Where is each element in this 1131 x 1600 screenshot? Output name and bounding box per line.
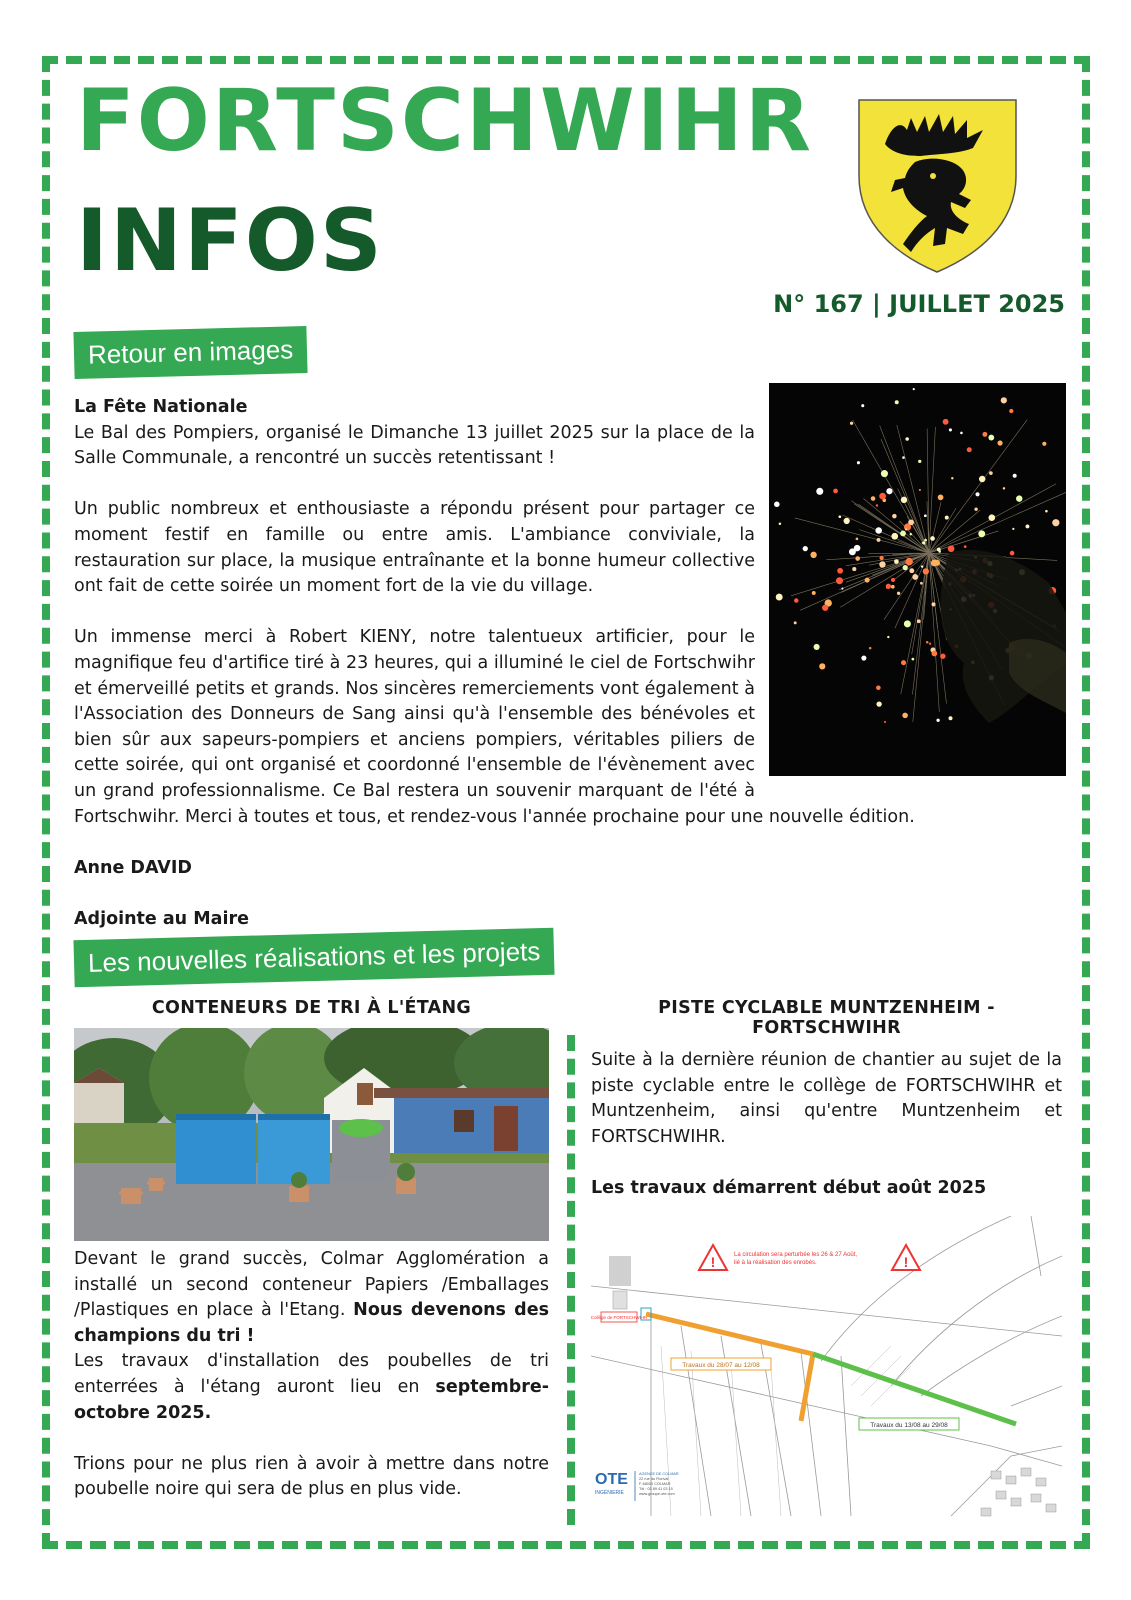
spark (979, 476, 985, 482)
spark (876, 504, 878, 506)
spark (1009, 409, 1013, 413)
spark (895, 400, 899, 404)
article-fete-nationale (74, 395, 1066, 958)
spark (836, 577, 843, 584)
spark (884, 721, 886, 723)
spark (918, 460, 921, 463)
spark (909, 568, 914, 573)
spark (902, 456, 905, 459)
spark (902, 713, 908, 719)
svg-text:!: ! (903, 1253, 909, 1270)
spark (850, 422, 853, 425)
spark (930, 536, 935, 541)
fireworks-photo (769, 383, 1066, 776)
spark (910, 533, 912, 535)
agency-line-2: 22 rue du Florival (639, 1476, 669, 1481)
spark (1001, 397, 1007, 403)
spark (838, 515, 841, 518)
spark (857, 461, 860, 464)
spark (854, 545, 860, 551)
spark (926, 641, 929, 644)
spark (951, 477, 953, 479)
recycling-containers-photo (74, 1028, 549, 1241)
spark (929, 642, 931, 644)
spark (901, 497, 907, 503)
section-banner-projets: Les nouvelles réalisations et les projets (73, 928, 554, 988)
spark (1042, 442, 1046, 446)
ote-logo: OTE (595, 1470, 628, 1488)
spark (812, 591, 816, 595)
spark (960, 432, 963, 435)
spark (776, 594, 783, 601)
article-subheading: La Fête Nationale (74, 397, 248, 417)
spark (931, 602, 935, 606)
spark (1045, 510, 1048, 513)
signature-role: Adjointe au Maire (74, 908, 249, 929)
spark (837, 568, 843, 574)
map-small-label: Collège de FORTSCHWIHR (591, 1314, 648, 1320)
piste-text-1: Suite à la dernière réunion de chantier au sujet de la piste cyclable entre le collège de FORTSCHWIHR et Muntzenheim, ainsi qu'entre Muntzenheim et FORTSCHWIHR. (591, 1050, 1062, 1147)
spark (892, 514, 896, 518)
column-conteneurs (74, 998, 549, 1503)
issue-number: N° 167 | JUILLET 2025 (773, 290, 1065, 318)
spark (891, 585, 895, 589)
spark (861, 655, 866, 660)
spark (774, 501, 780, 507)
spark (803, 546, 808, 551)
spark (886, 584, 891, 589)
spark (897, 592, 900, 595)
svg-text:!: ! (710, 1253, 716, 1270)
spark (945, 516, 949, 520)
spark (1003, 487, 1005, 489)
spark (816, 488, 823, 495)
spark (931, 651, 937, 657)
conteneurs-heading: CONTENEURS DE TRI À L'ÉTANG (151, 998, 472, 1018)
spark (887, 636, 889, 638)
spark (967, 447, 972, 452)
spark (905, 558, 912, 565)
spark (938, 550, 941, 553)
spark (856, 537, 859, 540)
article-paragraph-1: Le Bal des Pompiers, organisé le Dimanche 13 juillet 2025 sur la place de la Salle Communale, a rencontré un succès retentissant ! (74, 422, 755, 469)
masthead-title: FORTSCHWIHR (76, 71, 813, 171)
spark (997, 440, 1002, 445)
spark (833, 489, 838, 494)
spark (917, 619, 921, 623)
spark (936, 719, 939, 722)
spark (819, 663, 825, 669)
spark (881, 470, 888, 477)
conteneurs-text-2 (74, 1349, 549, 1426)
spark (875, 527, 882, 534)
spark (871, 496, 876, 501)
spark (919, 489, 921, 491)
spark (989, 471, 993, 475)
conteneurs-text-1 (74, 1247, 549, 1349)
spark (921, 565, 923, 567)
spark (924, 539, 927, 542)
article-paragraph-3: Un immense merci à Robert KIENY, notre talentueux artificier, pour le magnifique feu d'artifice tiré à 23 heures, qui a illuminé le ciel de Fortschwihr et émerveillé petits et grands. Nos sincères remerciements vont également à l'Association des Donneurs de Sang ainsi qu'à l'ensemble des bénévoles et bien sûr aux sapeurs-pompiers et anciens pompiers, véritables piliers de cette soirée, qui ont organisé et coordonné l'ensemble de l'évènement avec un grand professionnalisme. Ce Bal restera un souvenir marquant de l'été à Fortschwihr. Merci à toutes et tous, et rendez-vous l'année prochaine pour une nouvelle édition. (74, 627, 915, 827)
spark (855, 556, 860, 561)
conteneurs-text-1-bold: Nous devenons des champions du tri ! (74, 1300, 549, 1346)
spark (943, 419, 949, 425)
spark (794, 598, 798, 602)
spark (912, 658, 915, 661)
piste-heading: PISTE CYCLABLE MUNTZENHEIM - FORTSCHWIHR (658, 998, 995, 1038)
spark (912, 574, 918, 580)
spark (905, 437, 909, 441)
spark (900, 530, 906, 536)
spark (904, 620, 911, 627)
spark (894, 559, 899, 564)
spark (949, 428, 952, 431)
article-paragraph-2: Un public nombreux et enthousiaste a répondu présent pour partager ce moment festif en famille ou entre amis. L'ambiance conviviale, la restauration sur place, la musique entraînante et la bonne humeur collective ont fait de cette soirée un moment fort de la vie du village. (74, 499, 755, 597)
cycle-path-map (591, 1216, 1062, 1526)
map-notice-line1: La circulation sera perturbée les 26 & 27 Août, (734, 1251, 858, 1258)
spark (1026, 524, 1030, 528)
spark (1052, 519, 1059, 526)
map-works-label-2: Travaux du 13/08 au 29/08 (870, 1421, 948, 1429)
spark (779, 522, 782, 525)
spark (988, 435, 994, 441)
spark (861, 404, 864, 407)
agency-line-4: Tél : 03 89 41 03 15 (639, 1486, 673, 1491)
piste-text-2: Les travaux démarrent début août 2025 (591, 1177, 987, 1198)
spark (886, 488, 892, 494)
conteneurs-text-2-a: Les travaux d'installation des poubelles de tri enterrées à l'étang auront lieu en (74, 1351, 549, 1397)
spark (1013, 474, 1017, 478)
spark (922, 541, 925, 544)
spark (794, 621, 797, 624)
spark (988, 514, 995, 521)
agency-line-5: www.groupe-ote.com (639, 1491, 675, 1496)
section-banner-retour: Retour en images (73, 326, 307, 379)
spark (814, 644, 820, 650)
spark (1016, 495, 1022, 501)
map-notice-line2: lié à la réalisation des enrobés. (734, 1259, 817, 1266)
spark (879, 493, 886, 500)
spark (903, 565, 908, 570)
spark (876, 685, 881, 690)
fireworks-image (769, 383, 1066, 776)
spark (982, 432, 987, 437)
spark (877, 538, 881, 542)
spark (844, 518, 850, 524)
spark (974, 508, 977, 511)
spark (810, 552, 816, 558)
spark (920, 582, 923, 585)
spark (879, 561, 885, 567)
spark (948, 545, 955, 552)
spark (865, 578, 870, 583)
spark (975, 492, 979, 496)
agency-line-1: AGENCE DE COLMAR (639, 1471, 679, 1476)
spark (869, 647, 872, 650)
spark (876, 701, 881, 706)
signature-name: Anne DAVID (74, 857, 192, 878)
spark (852, 567, 856, 571)
spark (924, 514, 927, 517)
conteneurs-text-1-a: Devant le grand succès, Colmar Agglomération a installé un second conteneur Papiers /Emballages /Plastiques en place à l'Etang. (74, 1249, 549, 1321)
masthead-subtitle: INFOS (76, 191, 384, 291)
conteneurs-text-2-bold: septembre-octobre 2025. (74, 1376, 549, 1423)
spark (1010, 551, 1015, 556)
spark (841, 588, 843, 590)
column-divider (567, 1035, 575, 1525)
column-piste-cyclable (591, 998, 1062, 1526)
spark (940, 653, 945, 658)
coat-of-arms-icon (855, 96, 1020, 276)
spark (891, 533, 898, 540)
ote-logo-sub: INGÉNIERIE (595, 1489, 624, 1496)
spark (923, 568, 929, 574)
spark (964, 545, 967, 548)
spark (905, 528, 907, 530)
spark (934, 560, 940, 566)
spark (1012, 528, 1014, 530)
spark (901, 660, 906, 665)
spark (913, 388, 915, 390)
map-works-label-1: Travaux du 28/07 au 12/08 (682, 1361, 760, 1369)
agency-line-3: F-68000 COLMAR (639, 1481, 671, 1486)
spark (978, 530, 985, 537)
spark (822, 605, 828, 611)
spark (938, 495, 944, 501)
spark (949, 716, 953, 720)
conteneurs-text-3: Trions pour ne plus rien à avoir à mettre dans notre poubelle noire qui sera de plus en plus vide. (74, 1453, 549, 1500)
spark (891, 578, 895, 582)
spark (879, 556, 883, 560)
